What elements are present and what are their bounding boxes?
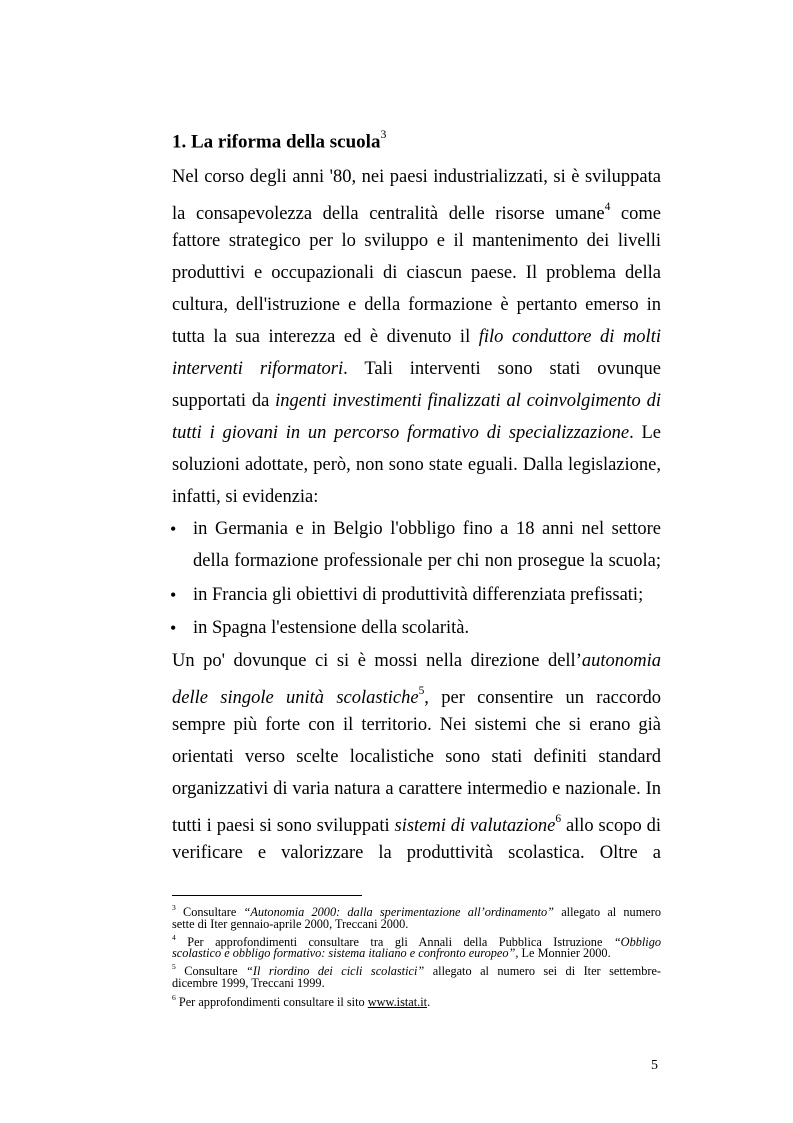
body-line [172, 746, 661, 768]
footnote-title: “Obbligo [613, 935, 661, 950]
italic-text: autonomia [581, 651, 661, 671]
line-text: supportati da [172, 391, 276, 411]
italic-text: sistemi di valutazione [394, 816, 556, 837]
body-line [172, 262, 661, 284]
line-text: , per consentire un raccordo [424, 688, 662, 709]
list-item [193, 584, 661, 606]
footnote-text: sette di Iter gennaio-aprile 2000, Treccani 2000. [172, 917, 409, 931]
page-number: 5 [651, 1058, 658, 1073]
line-text: allo scopo di [561, 816, 661, 837]
footnote-mark: 6 [172, 992, 176, 1002]
line-text: Un po' dovunque ci si è mossi nella direzione dell’ [172, 651, 582, 671]
line-text: fattore strategico per lo sviluppo e il mantenimento dei livelli [172, 231, 661, 251]
line-text: in Germania e in Belgio l'obbligo fino a 18 anni nel settore [193, 519, 661, 539]
footnote-separator [172, 895, 362, 896]
line-text: la consapevolezza della centralità delle risorse umane [172, 204, 605, 225]
footnote-3-continuation [172, 917, 661, 931]
footnote-text: Per approfondimenti consultare il sito [175, 995, 368, 1010]
line-text: . Tali interventi sono stati ovunque [343, 359, 661, 379]
footnote-ref-3[interactable]: 3 [380, 128, 387, 142]
line-text: della formazione professionale per chi non prosegue la scuola; [193, 551, 661, 571]
line-text: verificare e valorizzare la produttività scolastica. Oltre a [172, 843, 661, 863]
line-text: in Spagna l'estensione della scolarità. [193, 618, 470, 638]
heading-text: 1. La riforma della scuola [172, 131, 381, 153]
body-line [172, 358, 661, 380]
italic-text: interventi riformatori [172, 359, 344, 379]
body-line [172, 454, 661, 476]
footnote-text: . [427, 995, 431, 1010]
body-line [172, 230, 661, 252]
line-text: tutti i paesi si sono sviluppati [172, 816, 395, 837]
footnote-ref-6[interactable]: 6 [555, 813, 562, 826]
italic-text: tutti i giovani in un percorso formativo di specializzazione [172, 423, 630, 443]
footnote-5-continuation [172, 976, 661, 990]
line-text: . Le [629, 423, 661, 443]
line-text: in Francia gli obiettivi di produttività differenziata prefissati; [193, 585, 644, 605]
footnote-text: Consultare [175, 964, 247, 979]
line-text: cultura, dell'istruzione e della formazione è pertanto emerso in [172, 295, 661, 315]
italic-text: ingenti investimenti finalizzati al coinvolgimento di [275, 391, 661, 411]
body-line [172, 650, 661, 672]
line-text: sempre più forte con il territorio. Nei sistemi che si erano già [172, 715, 661, 735]
body-line [172, 682, 661, 709]
body-line [172, 422, 661, 444]
footnote-text: Consultare [175, 905, 244, 920]
line-text: tutta la sua interezza ed è divenuto il [172, 327, 479, 347]
footnote-4-continuation [172, 946, 661, 960]
body-line [172, 198, 661, 225]
footnote-mark: 5 [172, 961, 176, 971]
bullet-icon: • [170, 519, 177, 539]
line-text: infatti, si evidenzia: [172, 487, 319, 507]
line-text: organizzativi di varia natura a carattere intermedio e nazionale. In [172, 779, 661, 799]
body-line [172, 390, 661, 412]
line-text: come [610, 204, 661, 225]
bullet-icon: • [170, 618, 177, 638]
footnote-title: “Il riordino dei cicli scolastici” [246, 964, 425, 979]
body-line [172, 294, 661, 316]
bullet-icon: • [170, 585, 177, 605]
body-line [172, 326, 661, 348]
list-item-continuation [193, 550, 661, 572]
italic-text: filo conduttore di molti [478, 327, 661, 347]
footnote-title: “Autonomia 2000: dalla sperimentazione all’ordinamento” [243, 905, 554, 920]
line-text: orientati verso scelte localistiche sono stati definiti standard [172, 747, 661, 767]
section-heading [172, 130, 386, 153]
body-line [172, 714, 661, 736]
istat-link[interactable]: www.istat.it [367, 995, 428, 1010]
footnote-ref-4[interactable]: 4 [604, 201, 611, 214]
body-line [172, 166, 661, 188]
footnote-text: allegato al numero [554, 905, 661, 920]
italic-text: delle singole unità scolastiche [172, 688, 419, 709]
footnote-text: , Le Monnier 2000. [515, 946, 611, 960]
body-line [172, 778, 661, 800]
footnote-ref-5[interactable]: 5 [418, 685, 425, 698]
body-line [172, 842, 661, 864]
line-text: Nel corso degli anni '80, nei paesi industrializzati, si è sviluppata [172, 167, 661, 187]
body-line [172, 486, 661, 508]
footnote-6 [172, 992, 661, 1009]
footnote-text: dicembre 1999, Treccani 1999. [172, 976, 325, 990]
body-line [172, 810, 661, 837]
list-item [193, 518, 661, 540]
footnote-mark: 3 [172, 902, 176, 912]
footnote-text: allegato al numero sei di Iter settembre- [424, 964, 661, 979]
line-text: soluzioni adottate, però, non sono state eguali. Dalla legislazione, [172, 455, 661, 475]
line-text: produttivi e occupazionali di ciascun paese. Il problema della [172, 263, 661, 283]
footnote-text: Per approfondimenti consultare tra gli Annali della Pubblica Istruzione [175, 935, 614, 950]
footnote-title: scolastico e obbligo formativo: sistema italiano e confronto europeo” [172, 946, 516, 960]
list-item [193, 617, 661, 639]
footnote-mark: 4 [172, 932, 176, 942]
